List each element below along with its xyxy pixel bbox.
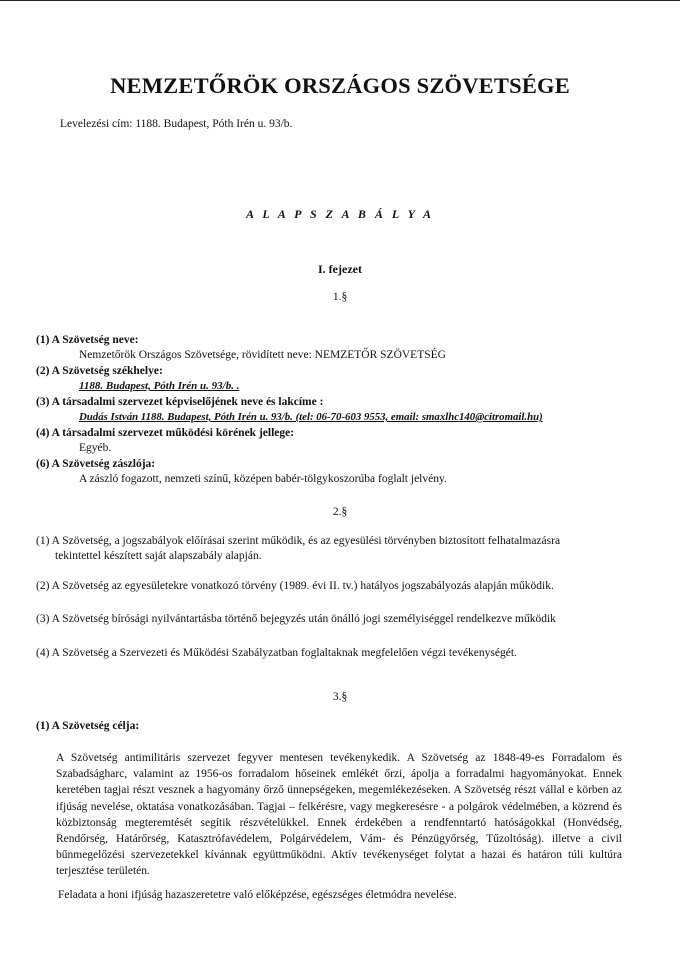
paragraph-2-1-line-2: tekintettel készített saját alapszabály alapján.	[55, 550, 262, 562]
paragraph-2-2: (2) A Szövetség az egyesületekre vonatkozó törvény (1989. évi II. tv.) hatályos jogszabályozás alapján működik.	[36, 580, 554, 592]
paragraph-3-task: Feladata a honi ifjúság hazaszeretetre való előképzése, egészséges életmódra nevelése.	[58, 889, 457, 901]
section-mark-3: 3.§	[332, 691, 348, 703]
item-label-name: (1) A Szövetség neve:	[36, 334, 139, 346]
item-value-representative: Dudás István 1188. Budapest, Póth Irén u. 93/b. (tel: 06-70-603 9553, email: smaxlhc140@citromail.hu)	[79, 411, 543, 423]
paragraph-2-1-line-1: (1) A Szövetség, a jogszabályok előírásai szerint működik, és az egyesülési törvényben biztosított felhatalmazásra	[36, 535, 561, 547]
chapter-heading: I. fejezet	[318, 262, 362, 276]
item-value-seat: 1188. Budapest, Póth Irén u. 93/b. .	[79, 380, 240, 392]
paragraph-2-4: (4) A Szövetség a Szervezeti és Működési Szabályzatban foglaltaknak megfelelően végzi tevékenységét.	[36, 647, 517, 659]
item-label-representative: (3) A társadalmi szervezet képviselőjének neve és lakcíme :	[36, 396, 324, 408]
document-title: A L A P S Z A B Á L Y A	[245, 207, 435, 221]
paragraph-3-1-body: A Szövetség antimilitáris szervezet fegyver mentesen tevékenykedik. A Szövetség az 1848-49-es Forradalom és Szabadságharc, valamint az 1956-os forradalom hőseinek emlékét őrzi, ápolja a forradalmi hagyományokat. Ennek keretében tagjai részt vesznek a hagyomány őrző ünnepségeken, megemlékezéseken. A Szövetség részt vállal e körben az ifjúság nevelése, oktatása vonatkozásában. Tagjai – felkérésre, vagy megkeresésre - a polgárok védelmében, a közrend és közbiztonság megteremtését segítik részvételükkel. Ennek érdekében a rendfenntartó hatóságokkal (Honvédség, Rendőrség, Határőrség, Katasztrófavédelem, Polgárvédelem, Vám- és Pénzügyőrség, Tűzoltóság). illetve a civil bűnmegelőzési szervezetekkel kívánnak együttműködni. Aktív tevékenységet folytat a hazai és határon túli kultúra terjesztése területén.	[56, 752, 622, 878]
item-label-flag: (6) A Szövetség zászlója:	[36, 458, 156, 470]
item-label-scope: (4) A társadalmi szervezet működési körének jellege:	[36, 427, 295, 439]
paragraph-2-3: (3) A Szövetség bírósági nyilvántartásba történő bejegyzés után önálló jogi személyiséggel rendelkezve működik	[36, 613, 556, 625]
section-mark-2: 2.§	[332, 506, 348, 518]
item-value-flag: A zászló fogazott, nemzeti színű, középen babér-tölgykoszorúba foglalt jelvény.	[79, 473, 447, 485]
item-value-scope: Egyéb.	[79, 442, 112, 454]
section-mark-1: 1.§	[332, 291, 348, 303]
paragraph-3-1-heading: (1) A Szövetség célja:	[36, 720, 140, 732]
item-label-seat: (2) A Szövetség székhelye:	[36, 365, 163, 377]
organization-title: NEMZETŐRÖK ORSZÁGOS SZÖVETSÉGE	[110, 73, 570, 98]
mailing-address: Levelezési cím: 1188. Budapest, Póth Irén u. 93/b.	[60, 118, 293, 130]
item-value-name: Nemzetőrök Országos Szövetsége, rövidített neve: NEMZETŐR SZÖVETSÉG	[79, 349, 446, 361]
